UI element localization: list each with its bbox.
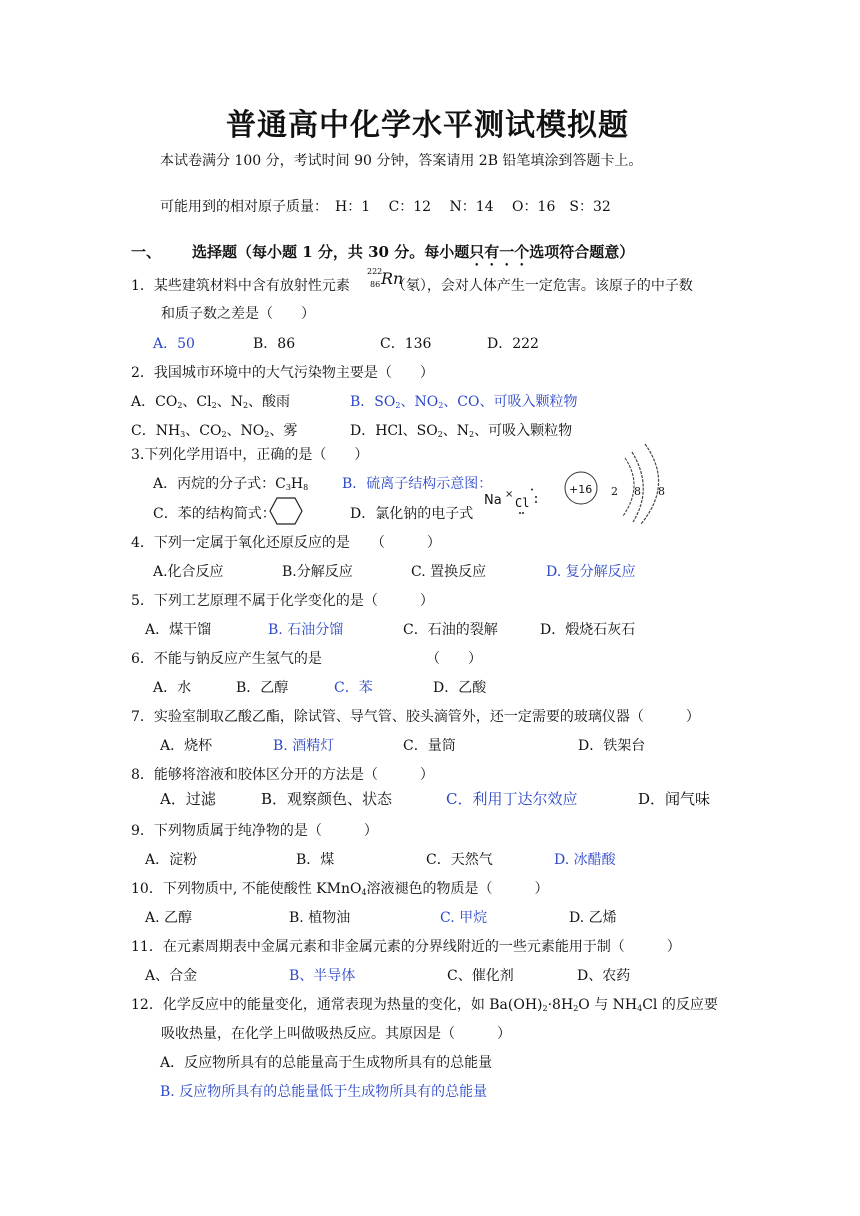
question-7-stem: 7．实验室制取乙酸乙酯，除试管、导气管、胶头滴管外，还一定需要的玻璃仪器（ ） — [131, 709, 700, 725]
question-11-option-d: D、农药 — [577, 968, 631, 984]
question-11-option-b: B、半导体 — [289, 968, 356, 984]
question-10-option-b: B. 植物油 — [289, 910, 351, 926]
question-8-stem: 8．能够将溶液和胶体区分开的方法是（ ） — [131, 767, 434, 783]
question-8-option-d: D．闻气味 — [638, 790, 711, 808]
question-2-option-c: C．$NH_3$、$CO_2$、$NO_2$、雾 — [131, 423, 298, 439]
question-4-option-d: D. 复分解反应 — [546, 564, 636, 580]
sodium-symbol: Na — [484, 493, 502, 508]
question-9-option-b: B．煤 — [296, 852, 335, 868]
question-11-option-c: C、催化剂 — [447, 968, 514, 984]
question-4-option-a: A.化合反应 — [153, 564, 224, 580]
question-1-option-b: B．86 — [253, 336, 296, 352]
question-10-option-c: C. 甲烷 — [440, 910, 488, 926]
question-12-option-a: A．反应物所具有的总能量高于生成物所具有的总能量 — [160, 1055, 493, 1071]
question-7-option-c: C．量筒 — [403, 738, 456, 754]
question-9-option-a: A．淀粉 — [145, 852, 198, 868]
question-6-option-b: B．乙醇 — [236, 680, 289, 696]
question-3-option-c: C．苯的结构简式： — [153, 506, 276, 522]
question-4-option-c: C. 置换反应 — [411, 564, 487, 580]
emphasis-char: 个 — [514, 243, 530, 261]
question-3-stem: 3.下列化学用语中，正确的是（ ） — [131, 447, 369, 463]
question-12-option-b: B. 反应物所具有的总能量低于生成物所具有的总能量 — [160, 1084, 488, 1100]
question-7-option-b: B. 酒精灯 — [273, 738, 335, 754]
emphasis-char: 只 — [469, 243, 485, 261]
question-6-paren: （ ） — [426, 651, 482, 667]
radon-nuclide-symbol: 222 86 Rn — [367, 267, 404, 289]
question-5-option-a: A．煤干馏 — [145, 622, 212, 638]
question-5-option-d: D．煅烧石灰石 — [540, 622, 636, 638]
question-8-option-c: C．利用丁达尔效应 — [446, 790, 578, 808]
question-10-stem: 10．下列物质中, 不能使酸性 KMnO$_4$溶液褪色的物质是（ ） — [131, 881, 549, 897]
question-8-option-b: B．观察颜色、状态 — [261, 790, 393, 808]
question-6-option-d: D．乙酸 — [433, 680, 487, 696]
question-1-option-c: C．136 — [380, 336, 432, 352]
question-12-stem-line2: 吸收热量，在化学上叫做吸热反应。其原因是（ ） — [161, 1026, 511, 1042]
question-2-option-a: A．$CO_2$、$Cl_2$、$N_2$、酸雨 — [131, 394, 291, 410]
question-10-option-d: D. 乙烯 — [569, 910, 617, 926]
question-8-option-a: A．过滤 — [160, 790, 216, 808]
page-title: 普通高中化学水平测试模拟题 — [226, 108, 629, 143]
question-6-option-a: A．水 — [153, 680, 192, 696]
question-4-stem: 4．下列一定属于氧化还原反应的是 （ ） — [131, 535, 441, 551]
section-number: 一、 — [131, 243, 162, 261]
question-3-option-d: D．氯化钠的电子式 — [350, 506, 474, 522]
question-4-option-b: B.分解反应 — [282, 564, 353, 580]
question-12-stem: 12．化学反应中的能量变化，通常表现为热量的变化，如 $Ba(OH)_2\cdot 8H_2O$ 与 $NH_4Cl$ 的反应要 — [131, 997, 718, 1013]
question-1-option-a: A．50 — [153, 336, 195, 352]
question-5-stem: 5．下列工艺原理不属于化学变化的是（ ） — [131, 593, 434, 609]
question-1-stem: 1．某些建筑材料中含有放射性元素 （氡），会对人体产生一定危害。该原子的中子数 — [131, 278, 693, 294]
benzene-ring-icon — [268, 496, 304, 526]
question-3-option-b: B．硫离子结构示意图： — [342, 476, 493, 492]
electron-dots-icon — [512, 488, 542, 518]
chlorine-symbol: Cl — [515, 496, 530, 510]
question-1-stem-line2: 和质子数之差是（ ） — [161, 306, 315, 322]
question-11-stem: 11．在元素周期表中金属元素和非金属元素的分界线附近的一些元素能用于制（ ） — [131, 939, 681, 955]
question-7-option-a: A．烧杯 — [160, 738, 213, 754]
question-2-stem: 2．我国城市环境中的大气污染物主要是（ ） — [131, 365, 434, 381]
question-10-option-a: A. 乙醇 — [145, 910, 193, 926]
question-2-option-d: D．HCl、$SO_2$、$N_2$、可吸入颗粒物 — [350, 423, 573, 439]
section-heading: 选择题（每小题 1 分，共 30 分。每小题只有一个选项符合题意） — [192, 243, 635, 261]
shell-2-electrons: 8 — [634, 485, 641, 498]
question-2-option-b: B．$SO_2$、$NO_2$、CO、可吸入颗粒物 — [350, 394, 578, 410]
atomic-masses: 可能用到的相对原子质量： H：1 C：12 N：14 O：16 S：32 — [160, 199, 611, 215]
shell-3-electrons: 8 — [658, 485, 665, 498]
emphasis-char: 一 — [499, 243, 515, 261]
question-3-option-a: A．丙烷的分子式：$C_3H_8$ — [153, 476, 309, 492]
question-7-option-d: D．铁架台 — [578, 738, 646, 754]
question-6-stem: 6．不能与钠反应产生氢气的是 — [131, 651, 322, 667]
question-9-option-c: C．天然气 — [426, 852, 493, 868]
nucleus-charge-label: +16 — [569, 483, 593, 496]
question-5-option-c: C．石油的裂解 — [403, 622, 498, 638]
exam-intro: 本试卷满分 100 分，考试时间 90 分钟，答案请用 2B 铅笔填涂到答题卡上。 — [160, 153, 643, 169]
shell-1-electrons: 2 — [611, 485, 618, 498]
electron-cross-icon: × — [505, 489, 514, 500]
question-11-option-a: A、合金 — [145, 968, 198, 984]
question-5-option-b: B. 石油分馏 — [268, 622, 344, 638]
question-1-option-d: D．222 — [487, 336, 539, 352]
emphasis-char: 有 — [484, 243, 500, 261]
question-9-option-d: D. 冰醋酸 — [554, 852, 616, 868]
question-6-option-c: C．苯 — [334, 680, 373, 696]
question-9-stem: 9．下列物质属于纯净物的是（ ） — [131, 823, 378, 839]
